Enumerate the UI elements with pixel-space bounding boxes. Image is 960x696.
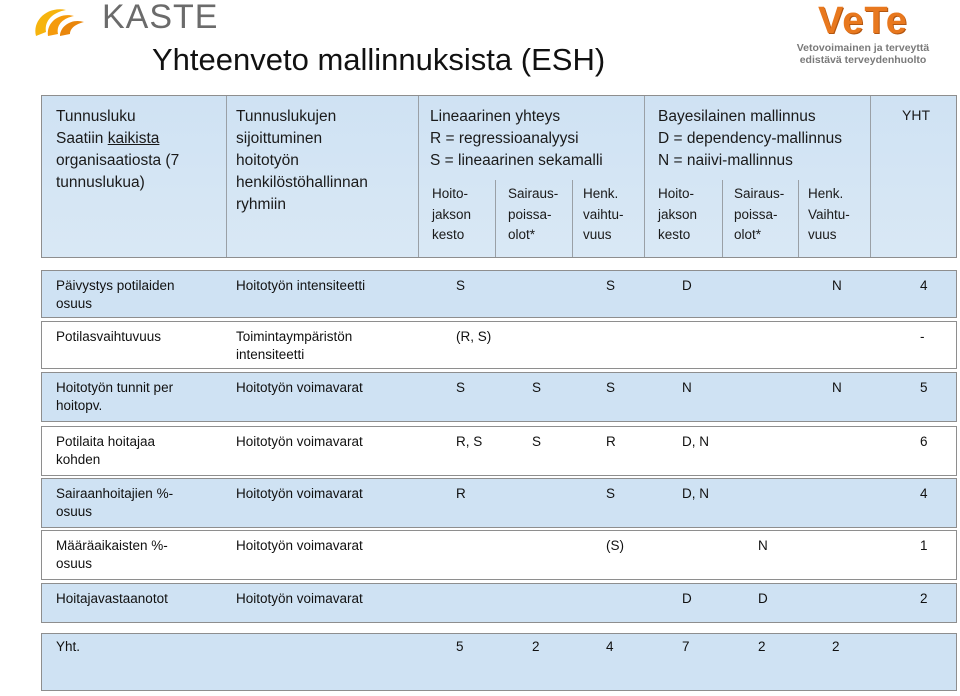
row-cell-b1: D [682,591,692,606]
row-cell-l3: S [606,380,616,395]
row-cell-b3: N [832,380,842,395]
total-l3: 4 [606,639,614,654]
row-cell-yht: 4 [920,486,928,501]
header-linear-sub-2: Sairaus- poissa- olot* [508,186,559,242]
table-header [41,95,957,258]
row-group: Hoitotyön voimavarat [236,434,363,449]
page-title: Yhteenveto mallinnuksista (ESH) [152,42,606,77]
vete-subtitle-1: Vetovoimainen ja terveyttä [796,42,930,54]
row-cell-l1: S [456,278,466,293]
row-group: Toimintaympäristön intensiteetti [236,329,353,362]
total-b3: 2 [832,639,840,654]
vete-logo [778,0,948,66]
row-group: Hoitotyön intensiteetti [236,278,366,293]
header-col-sijoittuminen: Tunnuslukujen sijoittuminen hoitotyön henkilöstöhallinnan ryhmiin [236,108,368,213]
row-cell-b3: N [832,278,842,293]
header-bayes-sub-2: Sairaus- poissa- olot* [734,186,785,242]
row-cell-l1: R [456,486,466,501]
row-label: Potilaita hoitajaa kohden [56,434,156,467]
row-cell-yht: 5 [920,380,928,395]
row-cell-yht: 6 [920,434,928,449]
kaste-logo-text: KASTE [102,0,219,36]
header-col-tunnusluku: Tunnusluku Saatiin kaikista organisaatiosta (7 tunnuslukua) [56,108,180,191]
row-group: Hoitotyön voimavarat [236,591,363,606]
kaste-swirl-icon [30,2,100,42]
row-label: Määräaikaisten %- osuus [56,538,168,571]
total-label: Yht. [56,639,81,654]
row-cell-yht: 4 [920,278,928,293]
table-row [41,372,957,422]
table-row [41,530,957,580]
total-b2: 2 [758,639,766,654]
table-row [41,270,957,318]
row-cell-b1: D, N [682,486,709,501]
total-row [41,633,957,691]
total-l2: 2 [532,639,540,654]
header-bayes-group: Bayesilainen mallinnus D = dependency-mallinnus N = naiivi-mallinnus [658,108,842,169]
row-group: Hoitotyön voimavarat [236,486,363,501]
header-bayes-sub-3: Henk. Vaihtu- vuus [808,186,850,242]
row-cell-l3: (S) [606,538,624,553]
row-cell-b2: D [758,591,768,606]
header-linear-sub-1: Hoito- jakson kesto [432,186,472,242]
kaste-logo [30,2,230,40]
total-b1: 7 [682,639,690,654]
vete-logo-text: VeTe [818,0,908,42]
row-label: Potilasvaihtuvuus [56,329,162,344]
total-l1: 5 [456,639,464,654]
row-cell-l3: S [606,486,616,501]
row-cell-l2: S [532,380,542,395]
row-cell-b1: D [682,278,692,293]
row-label: Hoitajavastaanotot [56,591,168,606]
row-cell-l2: S [532,434,542,449]
row-cell-b1: D, N [682,434,709,449]
vete-subtitle-2: edistävä terveydenhuolto [799,54,927,66]
header-linear-sub-3: Henk. vaihtu- vuus [583,186,624,242]
row-cell-yht: - [920,329,925,344]
table-row [41,478,957,528]
header-col1-line2: Saatiin kaikista [56,130,160,147]
row-group: Hoitotyön voimavarat [236,380,363,395]
row-cell-yht: 1 [920,538,928,553]
row-cell-b2: N [758,538,768,553]
table-row [41,426,957,476]
header-yht: YHT [902,107,930,123]
row-group: Hoitotyön voimavarat [236,538,363,553]
row-label: Hoitotyön tunnit per hoitopv. [56,380,174,413]
row-cell-l3: R [606,434,616,449]
table-row [41,583,957,623]
row-cell-l3: S [606,278,616,293]
header-linear-group: Lineaarinen yhteys R = regressioanalyysi S = lineaarinen sekamalli [430,108,603,169]
row-cell-b1: N [682,380,692,395]
row-label: Sairaanhoitajien %- osuus [56,486,174,519]
header-bayes-sub-1: Hoito- jakson kesto [658,186,698,242]
table-row [41,321,957,369]
row-cell-l1: R, S [456,434,483,449]
row-cell-l1: S [456,380,466,395]
row-cell-l1: (R, S) [456,329,492,344]
row-label: Päivystys potilaiden osuus [56,278,175,311]
row-cell-yht: 2 [920,591,928,606]
